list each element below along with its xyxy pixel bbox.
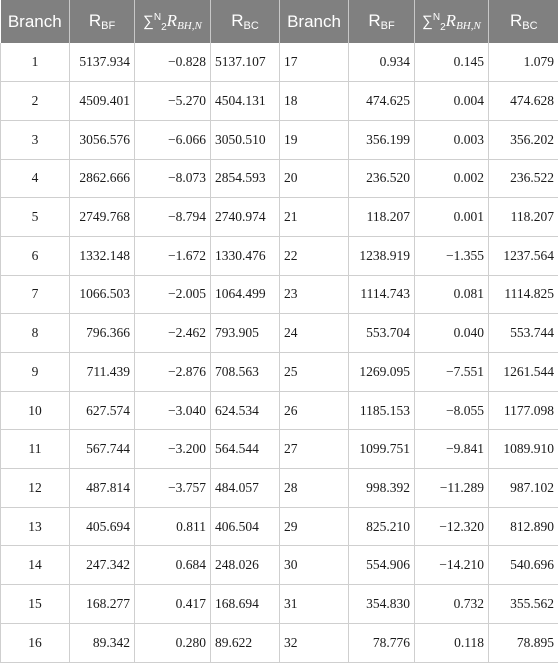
header-branch-2 xyxy=(280,0,349,43)
sum-rbh-cell: −5.270 xyxy=(135,82,211,121)
sum-rbh-cell: −12.320 xyxy=(415,507,489,546)
rbc-cell: 474.628 xyxy=(489,82,558,121)
branch-cell: 5 xyxy=(1,198,70,237)
table-row xyxy=(1,82,558,121)
rbf-cell: 627.574 xyxy=(70,391,135,430)
rbc-cell: 406.504 xyxy=(211,507,280,546)
branch-cell: 15 xyxy=(1,585,70,624)
table-row xyxy=(1,391,558,430)
sum-symbol: ∑ xyxy=(143,12,154,30)
branch-cell: 31 xyxy=(280,585,349,624)
header-rbf-main: R xyxy=(88,11,102,30)
sum-rbh-cell: 0.118 xyxy=(415,623,489,662)
rbf-cell: 5137.934 xyxy=(70,43,135,82)
rbc-cell: 3050.510 xyxy=(211,120,280,159)
header-sum-rbh xyxy=(135,0,211,43)
rbf-cell: 711.439 xyxy=(70,353,135,392)
rbc-cell: 564.544 xyxy=(211,430,280,469)
header-rbc-sub-2: BC xyxy=(522,20,538,32)
branch-cell: 18 xyxy=(280,82,349,121)
rbf-cell: 236.520 xyxy=(349,159,415,198)
rbf-cell: 1066.503 xyxy=(70,275,135,314)
sum-rbh-cell: −11.289 xyxy=(415,469,489,508)
sum-rbh-cell: 0.684 xyxy=(135,546,211,585)
table-row xyxy=(1,623,558,662)
sum-rbh-cell: −2.005 xyxy=(135,275,211,314)
sum-rbh-cell: 0.004 xyxy=(415,82,489,121)
branch-cell: 30 xyxy=(280,546,349,585)
header-sum-rsub-2: BH,N xyxy=(456,19,481,32)
sum-rbh-cell: 0.081 xyxy=(415,275,489,314)
rbc-cell: 987.102 xyxy=(489,469,558,508)
sum-rbh-cell: −0.828 xyxy=(135,43,211,82)
rbc-cell: 1089.910 xyxy=(489,430,558,469)
sum-rbh-cell: −7.551 xyxy=(415,353,489,392)
sum-rbh-cell: 0.417 xyxy=(135,585,211,624)
rbf-cell: 3056.576 xyxy=(70,120,135,159)
branch-cell: 14 xyxy=(1,546,70,585)
rbc-cell: 1177.098 xyxy=(489,391,558,430)
header-branch-label: Branch xyxy=(7,11,62,31)
branch-cell: 20 xyxy=(280,159,349,198)
rbf-cell: 998.392 xyxy=(349,469,415,508)
sum-rbh-cell: −1.672 xyxy=(135,236,211,275)
rbc-cell: 2740.974 xyxy=(211,198,280,237)
header-sum-r-2: R xyxy=(445,10,457,30)
header-branch xyxy=(1,0,70,43)
header-sum-sub: 2 xyxy=(161,21,167,33)
table-row xyxy=(1,275,558,314)
branch-cell: 8 xyxy=(1,314,70,353)
branch-cell: 4 xyxy=(1,159,70,198)
header-branch-label-2: Branch xyxy=(287,11,341,31)
branch-cell: 7 xyxy=(1,275,70,314)
rbf-cell: 554.906 xyxy=(349,546,415,585)
header-rbf-sub-2: BF xyxy=(380,20,395,32)
rbf-cell: 1185.153 xyxy=(349,391,415,430)
branch-cell: 2 xyxy=(1,82,70,121)
rbf-cell: 567.744 xyxy=(70,430,135,469)
sum-rbh-cell: −8.073 xyxy=(135,159,211,198)
sum-rbh-cell: −6.066 xyxy=(135,120,211,159)
rbc-cell: 540.696 xyxy=(489,546,558,585)
sum-rbh-cell: −2.462 xyxy=(135,314,211,353)
table-row xyxy=(1,198,558,237)
branch-cell: 10 xyxy=(1,391,70,430)
header-sum-sup: N xyxy=(153,11,162,23)
sum-rbh-cell: −14.210 xyxy=(415,546,489,585)
branch-cell: 19 xyxy=(280,120,349,159)
rbf-cell: 825.210 xyxy=(349,507,415,546)
rbf-cell: 2749.768 xyxy=(70,198,135,237)
sum-rbh-cell: −1.355 xyxy=(415,236,489,275)
branch-cell: 21 xyxy=(280,198,349,237)
header-sum-sup-2: N xyxy=(432,11,441,23)
sum-symbol-2: ∑ xyxy=(422,12,433,30)
sum-rbh-cell: 0.811 xyxy=(135,507,211,546)
sum-rbh-cell: −3.757 xyxy=(135,469,211,508)
table-row xyxy=(1,43,558,82)
header-sum-sub-2: 2 xyxy=(440,21,446,33)
header-sum-rbh-2 xyxy=(415,0,489,43)
rbc-cell: 1330.476 xyxy=(211,236,280,275)
branch-cell: 23 xyxy=(280,275,349,314)
header-rbf-2 xyxy=(349,0,415,43)
rbc-cell: 89.622 xyxy=(211,623,280,662)
rbc-cell: 1.079 xyxy=(489,43,558,82)
branch-cell: 6 xyxy=(1,236,70,275)
table-row xyxy=(1,120,558,159)
header-sum-r: R xyxy=(166,10,178,30)
rbc-cell: 1261.544 xyxy=(489,353,558,392)
rbf-cell: 1238.919 xyxy=(349,236,415,275)
sum-rbh-cell: 0.145 xyxy=(415,43,489,82)
sum-rbh-cell: −2.876 xyxy=(135,353,211,392)
rbf-cell: 553.704 xyxy=(349,314,415,353)
rbf-cell: 1114.743 xyxy=(349,275,415,314)
header-rbf xyxy=(70,0,135,43)
sum-rbh-cell: 0.002 xyxy=(415,159,489,198)
rbc-cell: 1237.564 xyxy=(489,236,558,275)
sum-rbh-cell: −8.055 xyxy=(415,391,489,430)
table-row xyxy=(1,314,558,353)
header-row xyxy=(1,0,558,43)
table-row xyxy=(1,546,558,585)
rbc-cell: 708.563 xyxy=(211,353,280,392)
branch-cell: 27 xyxy=(280,430,349,469)
rbf-cell: 78.776 xyxy=(349,623,415,662)
header-rbf-main-2: R xyxy=(368,11,381,30)
rbf-cell: 118.207 xyxy=(349,198,415,237)
header-sum-rsub: BH,N xyxy=(177,19,202,32)
sum-rbh-cell: −3.040 xyxy=(135,391,211,430)
branch-cell: 25 xyxy=(280,353,349,392)
sum-rbh-cell: 0.001 xyxy=(415,198,489,237)
table-row xyxy=(1,353,558,392)
rbc-cell: 356.202 xyxy=(489,120,558,159)
rbc-cell: 118.207 xyxy=(489,198,558,237)
branch-cell: 3 xyxy=(1,120,70,159)
rbc-cell: 484.057 xyxy=(211,469,280,508)
table-row xyxy=(1,507,558,546)
branch-cell: 12 xyxy=(1,469,70,508)
table-row xyxy=(1,469,558,508)
table-header xyxy=(1,0,558,43)
branch-cell: 1 xyxy=(1,43,70,82)
branch-cell: 28 xyxy=(280,469,349,508)
table-row xyxy=(1,430,558,469)
header-rbc-2 xyxy=(489,0,558,43)
sum-rbh-cell: −9.841 xyxy=(415,430,489,469)
branch-cell: 24 xyxy=(280,314,349,353)
branch-cell: 16 xyxy=(1,623,70,662)
header-rbc-sub: BC xyxy=(243,20,259,32)
rbc-cell: 1114.825 xyxy=(489,275,558,314)
sum-rbh-cell: 0.040 xyxy=(415,314,489,353)
rbf-cell: 1269.095 xyxy=(349,353,415,392)
rbf-cell: 354.830 xyxy=(349,585,415,624)
rbf-cell: 356.199 xyxy=(349,120,415,159)
table-body xyxy=(1,43,558,662)
header-rbf-sub: BF xyxy=(101,20,116,32)
branch-cell: 9 xyxy=(1,353,70,392)
sum-rbh-cell: 0.280 xyxy=(135,623,211,662)
header-rbc-main: R xyxy=(231,11,244,30)
branch-cell: 29 xyxy=(280,507,349,546)
rbc-cell: 4504.131 xyxy=(211,82,280,121)
rbc-cell: 355.562 xyxy=(489,585,558,624)
rbf-cell: 247.342 xyxy=(70,546,135,585)
rbf-cell: 487.814 xyxy=(70,469,135,508)
rbc-cell: 1064.499 xyxy=(211,275,280,314)
rbf-cell: 168.277 xyxy=(70,585,135,624)
branch-cell: 32 xyxy=(280,623,349,662)
branch-cell: 11 xyxy=(1,430,70,469)
table-row xyxy=(1,159,558,198)
rbf-cell: 2862.666 xyxy=(70,159,135,198)
rbf-cell: 4509.401 xyxy=(70,82,135,121)
rbf-cell: 1332.148 xyxy=(70,236,135,275)
rbc-cell: 812.890 xyxy=(489,507,558,546)
rbc-cell: 168.694 xyxy=(211,585,280,624)
rbc-cell: 624.534 xyxy=(211,391,280,430)
rbc-cell: 553.744 xyxy=(489,314,558,353)
branch-cell: 22 xyxy=(280,236,349,275)
rbf-cell: 1099.751 xyxy=(349,430,415,469)
header-rbc-main-2: R xyxy=(509,11,523,30)
rbc-cell: 2854.593 xyxy=(211,159,280,198)
rbc-cell: 248.026 xyxy=(211,546,280,585)
table-row xyxy=(1,236,558,275)
sum-rbh-cell: 0.003 xyxy=(415,120,489,159)
sum-rbh-cell: 0.732 xyxy=(415,585,489,624)
rbc-cell: 5137.107 xyxy=(211,43,280,82)
branch-cell: 13 xyxy=(1,507,70,546)
sum-rbh-cell: −3.200 xyxy=(135,430,211,469)
rbc-cell: 236.522 xyxy=(489,159,558,198)
rbf-cell: 0.934 xyxy=(349,43,415,82)
rbf-cell: 89.342 xyxy=(70,623,135,662)
branch-cell: 17 xyxy=(280,43,349,82)
sum-rbh-cell: −8.794 xyxy=(135,198,211,237)
table-row xyxy=(1,585,558,624)
rbf-cell: 474.625 xyxy=(349,82,415,121)
branch-cell: 26 xyxy=(280,391,349,430)
header-rbc xyxy=(211,0,280,43)
rbf-cell: 796.366 xyxy=(70,314,135,353)
rbc-cell: 793.905 xyxy=(211,314,280,353)
rbf-cell: 405.694 xyxy=(70,507,135,546)
rbc-cell: 78.895 xyxy=(489,623,558,662)
